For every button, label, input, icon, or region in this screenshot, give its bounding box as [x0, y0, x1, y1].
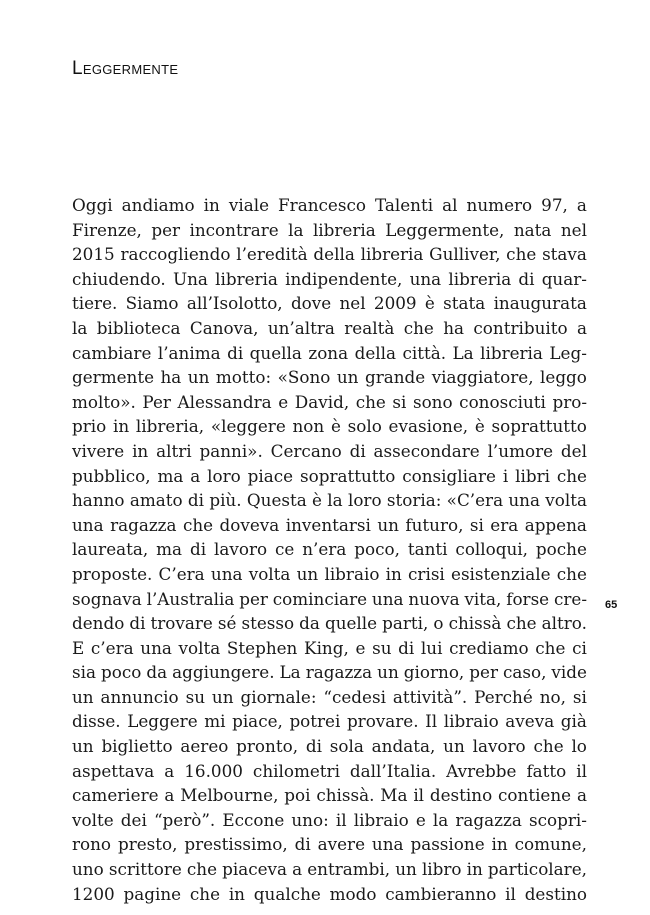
text-line: tiere. Siamo all’Isolotto, dove nel 2009 è stata inaugurata — [72, 293, 587, 314]
text-line: Oggi andiamo in viale Francesco Talenti al numero 97, a — [72, 195, 587, 215]
text-line: chiudendo. Una libreria indipendente, una libreria di quar- — [72, 268, 587, 289]
text-line: cameriere a Melbourne, poi chissà. Ma il destino contiene a — [72, 785, 587, 806]
text-line: aspettava a 16.000 chilometri dall’Italia. Avrebbe fatto il — [72, 760, 587, 781]
text-line: un annuncio su un giornale: “cedesi attività”. Perché no, si — [72, 686, 587, 707]
page-number: 65 — [605, 599, 618, 611]
text-line: rono presto, prestissimo, di avere una passione in comune, — [72, 834, 587, 855]
text-line: uno scrittore che piaceva a entrambi, un libro in particolare, — [72, 859, 587, 880]
text-line: prio in libreria, «leggere non è solo evasione, è soprattutto — [72, 416, 587, 437]
text-line: una ragazza che doveva inventarsi un futuro, si era appena — [72, 514, 587, 535]
text-line: germente ha un motto: «Sono un grande viaggiatore, leggo — [72, 367, 587, 388]
running-header-title: Leggermente — [72, 58, 179, 79]
text-line: Firenze, per incontrare la libreria Leggermente, nata nel — [72, 219, 587, 240]
text-line: sognava l’Australia per cominciare una nuova vita, forse cre- — [72, 588, 587, 609]
text-line: hanno amato di più. Questa è la loro storia: «C’era una volta — [72, 490, 587, 511]
body-paragraph — [72, 193, 587, 906]
text-line: 2015 raccogliendo l’eredità della libreria Gulliver, che stava — [72, 244, 587, 265]
text-line: un biglietto aereo pronto, di sola andata, un lavoro che lo — [72, 736, 587, 757]
text-line: dendo di trovare sé stesso da quelle parti, o chissà che altro. — [72, 613, 587, 634]
text-line: 1200 pagine che in qualche modo cambieranno il destino — [72, 883, 587, 904]
text-line: cambiare l’anima di quella zona della città. La libreria Leg- — [72, 342, 587, 363]
text-line: proposte. C’era una volta un libraio in crisi esistenziale che — [72, 563, 587, 584]
text-line: laureata, ma di lavoro ce n’era poco, tanti colloqui, poche — [72, 539, 587, 560]
text-line: vivere in altri panni». Cercano di assecondare l’umore del — [72, 440, 587, 461]
text-line: la biblioteca Canova, un’altra realtà che ha contribuito a — [72, 317, 587, 338]
text-line: pubblico, ma a loro piace soprattutto consigliare i libri che — [72, 465, 587, 486]
text-line: volte dei “però”. Eccone uno: il libraio e la ragazza scopri- — [72, 809, 587, 830]
text-line: sia poco da aggiungere. La ragazza un giorno, per caso, vide — [72, 662, 587, 683]
text-line: molto». Per Alessandra e David, che si sono conosciuti pro- — [72, 391, 587, 412]
text-line: disse. Leggere mi piace, potrei provare. Il libraio aveva già — [72, 711, 587, 732]
text-line: E c’era una volta Stephen King, e su di lui crediamo che ci — [72, 637, 587, 658]
